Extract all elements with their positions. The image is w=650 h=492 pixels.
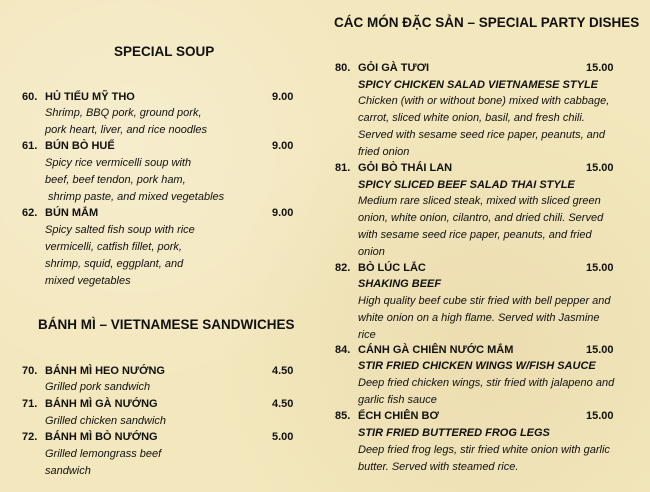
item-description: Deep fried chicken wings, stir fried with jalapeno and garlic fish sauce	[358, 377, 615, 406]
menu-item-82	[335, 262, 426, 274]
item-name: BÚN MẮM	[45, 207, 99, 219]
item-number: 70.	[22, 365, 38, 377]
special-soup-header: SPECIAL SOUP	[114, 44, 215, 59]
party-dishes-header: CÁC MÓN ĐẶC SẢN – SPECIAL PARTY DISHES	[334, 15, 640, 30]
item-price: 15.00	[586, 62, 614, 74]
menu-item-84	[335, 344, 513, 356]
item-description: Spicy rice vermicelli soup with beef, beef tendon, pork ham, shrimp paste, and mixed vegetables	[45, 157, 225, 203]
item-price: 15.00	[586, 162, 614, 174]
item-name: GỎI GÀ TƯƠI	[358, 62, 430, 74]
item-number: 82.	[335, 262, 351, 274]
item-price: 4.50	[272, 365, 294, 377]
menu-item-60	[22, 91, 135, 103]
item-price: 5.00	[272, 431, 294, 443]
menu-item-71	[22, 398, 158, 410]
item-number: 84.	[335, 344, 351, 356]
menu-item-80	[335, 62, 429, 74]
item-description: High quality beef cube stir fried with bell pepper and white onion on a high flame. Served with Jasmine rice	[358, 295, 611, 341]
item-number: 71.	[22, 398, 38, 410]
item-subtitle: STIR FRIED CHICKEN WINGS W/FISH SAUCE	[358, 360, 596, 372]
item-name: BÁNH MÌ GÀ NƯỚNG	[45, 398, 158, 410]
item-price: 9.00	[272, 207, 294, 219]
menu-item-85	[335, 410, 439, 422]
item-name: BÒ LÚC LẮC	[358, 262, 426, 274]
item-price: 15.00	[586, 262, 614, 274]
menu-item-61	[22, 140, 115, 152]
menu-item-81	[335, 162, 452, 174]
item-description: Chicken (with or without bone) mixed with cabbage, carrot, sliced white onion, basil, and fresh chili. Served with sesame seed rice paper, peanuts, and fried onion	[358, 95, 610, 158]
item-name: BÁNH MÌ BÒ NƯỚNG	[45, 431, 158, 443]
item-subtitle: SPICY CHICKEN SALAD VIETNAMESE STYLE	[358, 79, 598, 91]
item-price: 9.00	[272, 140, 294, 152]
item-price: 15.00	[586, 410, 614, 422]
item-description: Shrimp, BBQ pork, ground pork, pork heart, liver, and rice noodles	[45, 107, 208, 136]
item-description: Spicy salted fish soup with rice vermicelli, catfish fillet, pork, shrimp, squid, eggplant, and mixed vegetables	[45, 224, 195, 287]
item-number: 72.	[22, 431, 38, 443]
item-name: BÁNH MÌ HEO NƯỚNG	[45, 365, 165, 377]
item-price: 4.50	[272, 398, 294, 410]
item-name: GỎI BÒ THÁI LAN	[358, 162, 453, 174]
item-description: Grilled pork sandwich	[45, 381, 151, 393]
item-name: HỦ TIẾU MỸ THO	[45, 91, 135, 103]
item-name: ẾCH CHIÊN BƠ	[358, 410, 439, 422]
menu-item-72	[22, 431, 158, 443]
item-number: 80.	[335, 62, 351, 74]
item-price: 9.00	[272, 91, 294, 103]
item-number: 85.	[335, 410, 351, 422]
item-subtitle: SHAKING BEEF	[358, 278, 442, 290]
item-description: Grilled lemongrass beef sandwich	[45, 448, 162, 477]
item-number: 61.	[22, 140, 38, 152]
item-number: 62.	[22, 207, 38, 219]
item-name: BÚN BÒ HUẾ	[45, 140, 115, 152]
item-name: CÁNH GÀ CHIÊN NƯỚC MẮM	[358, 344, 514, 356]
item-number: 81.	[335, 162, 351, 174]
item-number: 60.	[22, 91, 38, 103]
item-description: Medium rare sliced steak, mixed with sliced green onion, white onion, cilantro, and dried chili. Served with sesame seed rice paper, peanuts, and fried onion	[358, 195, 604, 258]
menu-item-62	[22, 207, 98, 219]
item-price: 15.00	[586, 344, 614, 356]
item-subtitle: STIR FRIED BUTTERED FROG LEGS	[358, 427, 550, 439]
menu-item-70	[22, 365, 165, 377]
sandwiches-header: BÁNH MÌ – VIETNAMESE SANDWICHES	[38, 317, 295, 332]
item-description: Grilled chicken sandwich	[45, 415, 167, 427]
item-subtitle: SPICY SLICED BEEF SALAD THAI STYLE	[358, 179, 575, 191]
item-description: Deep fried frog legs, stir fried white onion with garlic butter. Served with steamed rice.	[358, 444, 610, 473]
